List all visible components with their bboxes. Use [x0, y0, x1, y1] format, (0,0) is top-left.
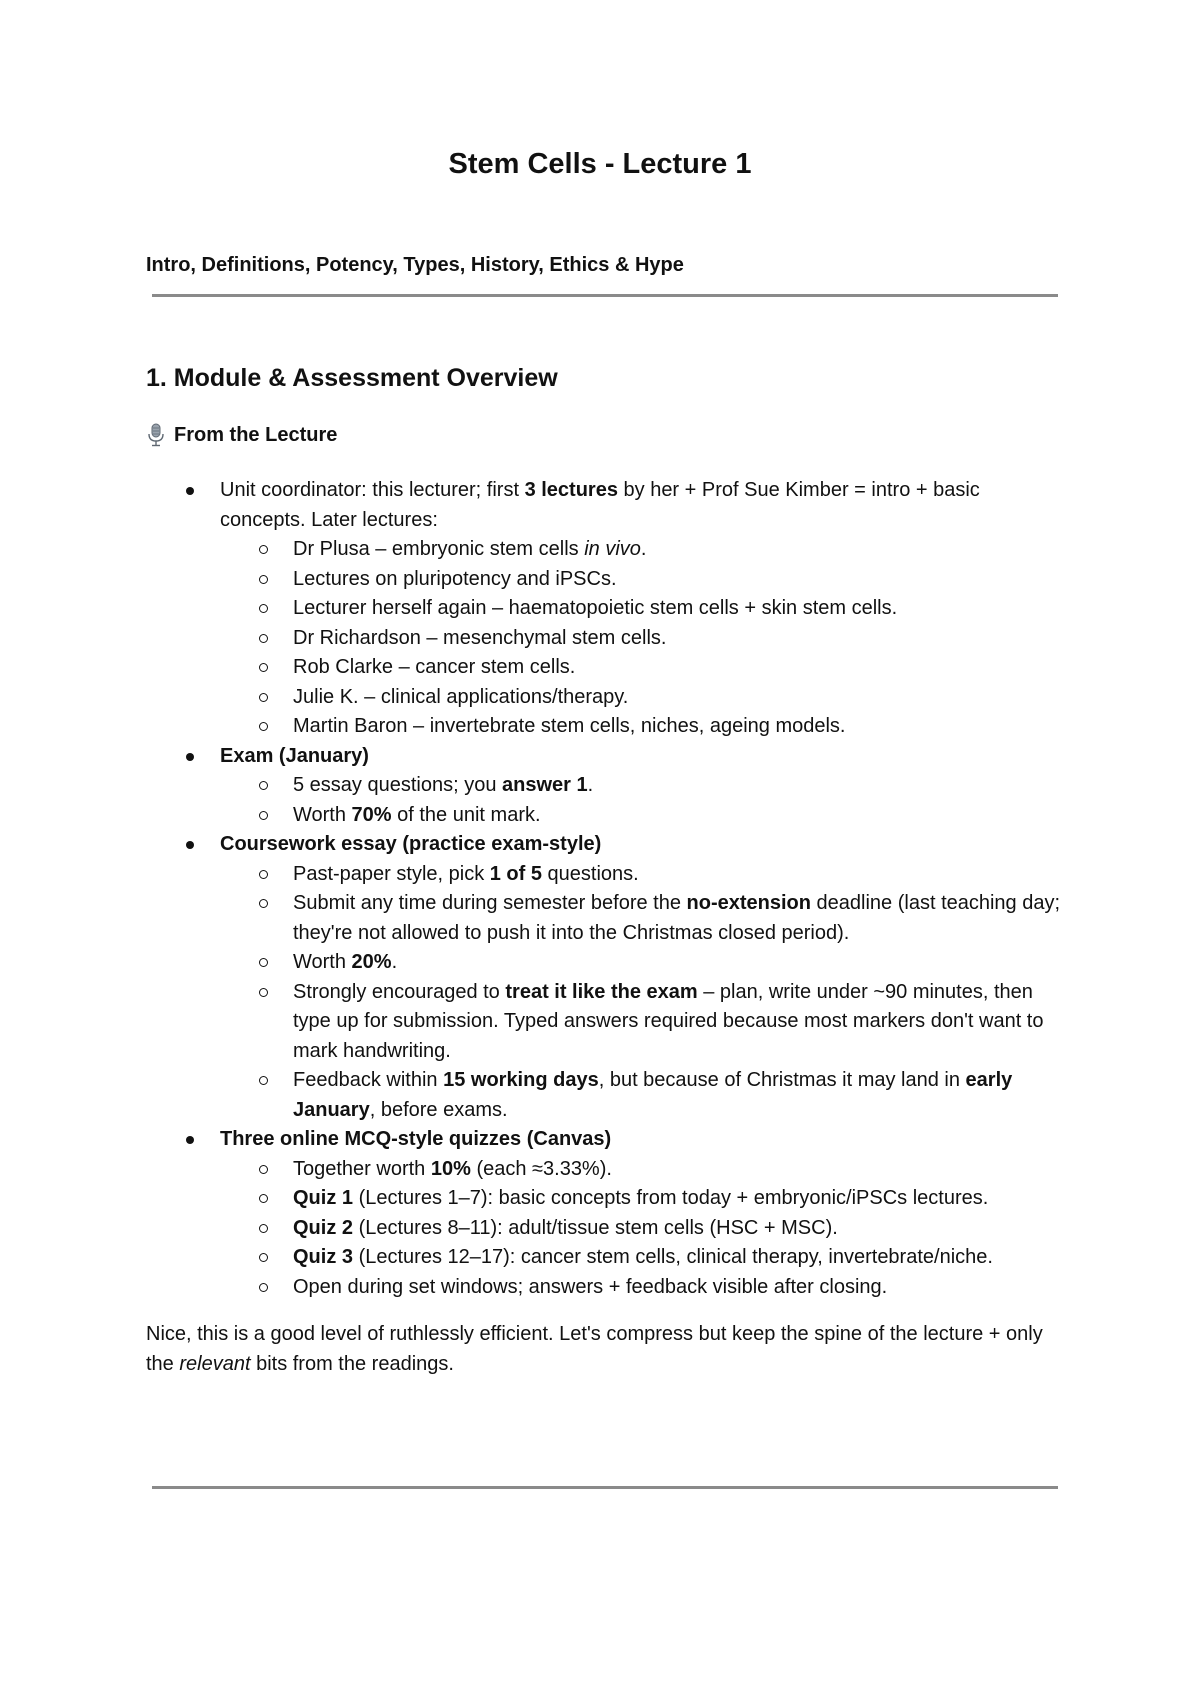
list-item — [293, 1214, 1066, 1244]
list-item: Lectures on pluripotency and iPSCs. — [293, 565, 1066, 595]
emphasis-text: answer 1 — [502, 774, 588, 796]
emphasis-text: early January — [293, 1069, 1013, 1121]
list-item-text: (Lectures 8–11): adult/tissue stem cells (HSC + MSC). — [353, 1216, 838, 1239]
list-item-quizzes — [220, 1125, 1066, 1302]
list-item-text: . — [587, 774, 594, 796]
horizontal-rule — [152, 1486, 1058, 1489]
list-item-text: (Lectures 12–17): cancer stem cells, clinical therapy, invertebrate/niche. — [353, 1246, 993, 1268]
list-item — [293, 1184, 1066, 1214]
emphasis-text: treat it like the exam — [505, 980, 698, 1003]
emphasis-text: 15 working days — [443, 1069, 599, 1091]
emphasis-text: 70% — [351, 803, 392, 826]
list-item-text: , before exams. — [369, 1098, 508, 1121]
sub-list — [220, 771, 1066, 830]
list-item-text: Submit any time during semester before the — [293, 892, 687, 914]
list-item — [293, 801, 1066, 831]
emphasis-text: 20% — [351, 951, 392, 973]
list-item — [293, 860, 1066, 890]
list-item-text: Worth — [293, 951, 352, 973]
list-item — [293, 535, 1066, 565]
list-item: Rob Clarke – cancer stem cells. — [293, 653, 1066, 683]
list-item-text: by her + Prof Sue Kimber = intro + basic concepts. Later lectures: — [220, 479, 980, 531]
list-item-text: deadline (last teaching day; they're not allowed to push it into the Christmas closed period). — [293, 892, 1061, 944]
list-item-text: Feedback within — [293, 1069, 444, 1091]
emphasis-text: Quiz 3 — [293, 1246, 354, 1268]
list-item — [293, 948, 1066, 978]
list-item — [293, 1066, 1066, 1125]
italic-text: in vivo — [584, 538, 641, 560]
list-item — [293, 978, 1066, 1067]
list-item-text: Together worth — [293, 1157, 431, 1180]
page-title: Stem Cells - Lecture 1 — [448, 148, 752, 180]
list-item: Open during set windows; answers + feedback visible after closing. — [293, 1273, 1066, 1303]
list-item-coursework — [220, 830, 1066, 1125]
section-heading: 1. Module & Assessment Overview — [146, 364, 558, 392]
list-item — [293, 889, 1066, 948]
sub-list — [220, 1155, 1066, 1303]
list-item: Martin Baron – invertebrate stem cells, niches, ageing models. — [293, 712, 1066, 742]
list-item: Dr Richardson – mesenchymal stem cells. — [293, 624, 1066, 654]
horizontal-rule — [152, 294, 1058, 297]
italic-text: relevant — [179, 1352, 251, 1375]
list-item-text: , but because of Christmas it may land in — [598, 1069, 966, 1091]
bullet-list — [146, 476, 1066, 1302]
list-item-text: of the unit mark. — [391, 803, 541, 826]
emphasis-text: no-extension — [686, 892, 811, 914]
section-subheading — [146, 422, 337, 448]
list-item-text: Worth — [293, 803, 352, 826]
list-item-text: Past-paper style, pick — [293, 862, 490, 885]
list-item-label: Coursework essay (practice exam-style) — [220, 833, 602, 855]
list-item-exam — [220, 742, 1066, 831]
emphasis-text: 3 lectures — [524, 479, 618, 501]
emphasis-text: 10% — [430, 1157, 471, 1180]
list-item: Lecturer herself again – haematopoietic stem cells + skin stem cells. — [293, 594, 1066, 624]
list-item-text: Unit coordinator: this lecturer; first — [220, 479, 525, 501]
paragraph-text: Nice, this is a good level of ruthlessly efficient. Let's compress but keep the spine of the lecture + only the — [146, 1323, 1043, 1375]
list-item-text: Dr Plusa – embryonic stem cells — [293, 538, 585, 560]
list-item-label: Three online MCQ-style quizzes (Canvas) — [220, 1128, 612, 1150]
list-item-text: . — [640, 538, 647, 560]
list-item — [293, 1155, 1066, 1185]
list-item-label: Exam (January) — [220, 744, 369, 767]
list-item-text: Strongly encouraged to — [293, 980, 506, 1003]
sub-list — [220, 860, 1066, 1126]
page-subtitle: Intro, Definitions, Potency, Types, History, Ethics & Hype — [146, 254, 684, 276]
emphasis-text: Quiz 1 — [293, 1187, 354, 1209]
list-item-coordinator — [220, 476, 1066, 742]
list-item-text: . — [391, 951, 398, 973]
notes-body — [146, 476, 1066, 1379]
list-item-text: (each ≈3.33%). — [470, 1157, 612, 1180]
list-item: Julie K. – clinical applications/therapy. — [293, 683, 1066, 713]
list-item-text: 5 essay questions; you — [293, 774, 503, 796]
sub-list — [220, 535, 1066, 742]
list-item — [293, 771, 1066, 801]
closing-paragraph — [146, 1320, 1066, 1379]
list-item-text: questions. — [542, 862, 639, 885]
list-item-text: (Lectures 1–7): basic concepts from today + embryonic/iPSCs lectures. — [353, 1187, 989, 1209]
microphone-icon — [146, 423, 166, 447]
emphasis-text: Quiz 2 — [293, 1216, 354, 1239]
list-item-text: – plan, write under ~90 minutes, then type up for submission. Typed answers required because most markers don't want to mark handwriting. — [293, 980, 1044, 1062]
emphasis-text: 1 of 5 — [489, 862, 542, 885]
subheading-text: From the Lecture — [174, 424, 338, 446]
paragraph-text: bits from the readings. — [250, 1352, 454, 1375]
list-item — [293, 1243, 1066, 1273]
